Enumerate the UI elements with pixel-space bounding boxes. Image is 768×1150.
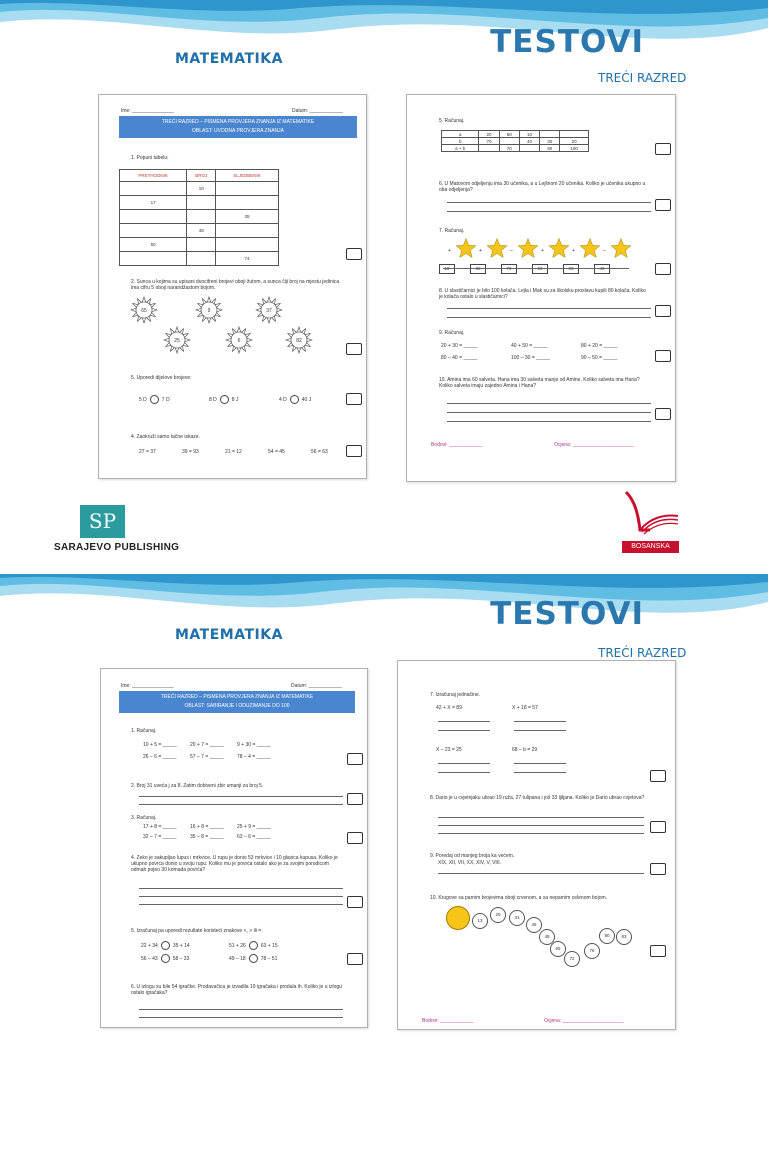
statement-item: 27 = 37 [139, 449, 156, 455]
sun-number: 65 [141, 308, 147, 314]
points-label: Bodovi: ____________ [431, 442, 483, 448]
equation-item: 32 – 7 = _____ [143, 834, 177, 840]
equation-item: 40 + 50 = _____ [511, 343, 548, 349]
score-box[interactable] [655, 143, 671, 155]
header-line-2: OBLAST: UVODNA PROVJERA ZNANJA [192, 128, 284, 134]
table-cell [560, 131, 589, 138]
score-box[interactable] [655, 263, 671, 275]
number-circle: 48 [539, 929, 555, 945]
compare-left: 8 D [209, 396, 217, 403]
number-box: 30 [470, 264, 486, 274]
score-box[interactable] [347, 832, 363, 844]
q8-text: 8. U slastičarnici je bilo 100 kolača. Lejla i Mak su za školsku proslavu kupili 80 kolača. Koliko je kolača ostalo u slastičarnici? [439, 288, 646, 300]
test1-page-2 [406, 94, 676, 482]
number-box: 50 [532, 264, 548, 274]
compare-circle [249, 954, 258, 963]
sun-number: 6 [237, 338, 241, 344]
slide-2 [0, 574, 768, 1150]
table-cell: 10 [519, 131, 539, 138]
table-cell [187, 210, 216, 224]
sun-number: 37 [266, 308, 272, 314]
score-box[interactable] [650, 945, 666, 957]
date-label: Datum: ____________ [292, 108, 343, 114]
table-header-row [120, 170, 279, 182]
test-header [119, 691, 355, 713]
table-cell [499, 138, 519, 145]
equation-item: 10 + 5 = _____ [143, 742, 177, 748]
test2-page-2 [397, 660, 676, 1030]
answer-line [447, 308, 651, 309]
answer-line [447, 202, 651, 203]
subject-title: MATEMATIKA [175, 51, 283, 67]
table-cell: b [442, 138, 479, 145]
compare-pair [141, 941, 190, 950]
answer-line [139, 904, 343, 905]
sp-logo: SP [80, 505, 125, 538]
sun-icon[interactable] [195, 296, 223, 324]
q8-text: 8. Dario je u cvjetnjaku ubrao 19 ruža, 27 tulipana i još 33 ljiljana. Koliko je Dario ubrao cvjetova? [430, 795, 645, 801]
number-circle: 72 [564, 951, 580, 967]
testovi-title: TESTOVI [490, 596, 644, 632]
score-box[interactable] [346, 343, 362, 355]
equation-item: 9 + 30 = _____ [237, 742, 271, 748]
equation-item: 68 – b = 29 [512, 747, 538, 753]
sun-icon[interactable] [285, 326, 313, 354]
number-box: 70 [501, 264, 517, 274]
compare-right: 78 – 51 [260, 955, 278, 962]
equation-item: 80 + 20 = _____ [581, 343, 618, 349]
q3-text: 3. Računaj. [131, 815, 157, 821]
table-cell [187, 238, 216, 252]
equation-item: X + 18 = 57 [512, 705, 538, 711]
q6-text: 6. U Matovom odjeljenju ima 30 učenika, a u Lejlinom 20 učenika. Koliko je učenika ukupno u oba odjeljenja? [439, 181, 646, 193]
table-cell: 40 [519, 138, 539, 145]
table-row [120, 196, 279, 210]
table-row [120, 238, 279, 252]
score-box[interactable] [346, 445, 362, 457]
score-box[interactable] [655, 408, 671, 420]
table-cell: 74 [216, 252, 279, 266]
test2-page-1 [100, 668, 368, 1028]
equation-item: 35 – 8 = _____ [190, 834, 224, 840]
compare-circle [150, 395, 159, 404]
operator-label: + [479, 248, 482, 254]
number-circle: 83 [616, 929, 632, 945]
answer-line [139, 1017, 343, 1018]
q7-text: 7. Izračunaj jednačine. [430, 692, 481, 698]
score-box[interactable] [655, 350, 671, 362]
number-circle: 45 [526, 917, 542, 933]
q10-text: 10. Amina ima 60 salveta. Hana ima 30 salveta manje od Amine. Koliko salveta ima Hana? Koliko salveta imaju zajedno Amina i Hana? [439, 377, 640, 389]
compare-right: 63 + 15 [260, 942, 278, 949]
operator-label: – [603, 248, 606, 254]
table-cell [216, 182, 279, 196]
compare-pair [229, 954, 277, 963]
answer-line [438, 730, 490, 731]
table-cell [479, 145, 499, 152]
table-cell [120, 224, 187, 238]
table-cell: 70 [499, 145, 519, 152]
score-box[interactable] [650, 863, 666, 875]
compare-right: 58 – 33 [172, 955, 190, 962]
sun-icon[interactable] [163, 326, 191, 354]
equation-item: 80 – 40 = _____ [441, 355, 478, 361]
name-label: Ime: _______________ [121, 683, 174, 689]
star-icon [548, 238, 570, 260]
sun-number: 9 [207, 308, 211, 314]
test-header [119, 116, 357, 138]
table-cell: 35 [216, 210, 279, 224]
compare-right: 8 J [231, 396, 239, 403]
compare-right: 40 J [301, 396, 312, 403]
table-cell: a + b [442, 145, 479, 152]
compare-pair [229, 941, 278, 950]
grade-title: TREĆI RAZRED [598, 646, 687, 660]
answer-line [438, 772, 490, 773]
table-cell: 17 [120, 196, 187, 210]
sun-icon[interactable] [130, 296, 158, 324]
compare-left: 56 – 43 [141, 955, 158, 962]
operator-label: – [510, 248, 513, 254]
equation-item: 100 – 30 = _____ [511, 355, 551, 361]
table-row [120, 210, 279, 224]
table-cell [120, 182, 187, 196]
statement-item: 39 = 93 [182, 449, 199, 455]
star-icon [579, 238, 601, 260]
answer-line [438, 873, 644, 874]
table-cell: a [442, 131, 479, 138]
table-row [442, 131, 589, 138]
star-icon [486, 238, 508, 260]
partner-name: BOSANSKA KNJIGA [622, 541, 679, 553]
compare-left: 51 + 26 [229, 942, 246, 949]
grade-label: Ocjena: ______________________ [544, 1018, 624, 1024]
number-circle: 13 [472, 913, 488, 929]
date-label: Datum: ____________ [291, 683, 342, 689]
table-header-cell: BROJ [187, 170, 216, 182]
equation-item: 16 + 8 = _____ [190, 824, 224, 830]
answer-line [139, 888, 343, 889]
score-box[interactable] [655, 199, 671, 211]
equation-item: 25 + 9 = _____ [237, 824, 271, 830]
compare-pair [141, 954, 189, 963]
table-row [120, 252, 279, 266]
equation-item: 17 + 8 = _____ [143, 824, 177, 830]
compare-circle [290, 395, 299, 404]
compare-right: 35 + 14 [172, 942, 190, 949]
q9-text: 9. Računaj. [439, 330, 465, 336]
compare-circle [161, 954, 170, 963]
compare-left: 5 D [139, 396, 147, 403]
operator-label: + [448, 248, 451, 254]
equation-item: 78 – 4 = _____ [237, 754, 271, 760]
number-circle: 65 [550, 941, 566, 957]
header-line-2: OBLAST: SABIRANJE I ODUZIMANJE DO 100 [184, 703, 290, 709]
testovi-title: TESTOVI [490, 24, 644, 60]
compare-pair [209, 395, 238, 404]
q9-text: 9. Poredaj od manjeg broja ka većem. [430, 853, 515, 859]
score-box[interactable] [347, 753, 363, 765]
score-box[interactable] [655, 305, 671, 317]
table-cell: 50 [120, 238, 187, 252]
answer-line [447, 412, 651, 413]
sun-number: 82 [296, 338, 302, 344]
table-cell [120, 210, 187, 224]
sun-number: 25 [174, 338, 180, 344]
q10-text: 10. Krugove sa parnim brojevima oboji crvenom, a sa neparnim celenom bojom. [430, 895, 608, 901]
score-box[interactable] [650, 770, 666, 782]
table-cell: 80 [540, 145, 560, 152]
score-box[interactable] [346, 393, 362, 405]
compare-left: 22 + 34 [141, 942, 158, 949]
q2-text: 2. Broj 31 uveća j za 8. Zatim dobiveni zbir umanji za broj 5. [131, 783, 264, 789]
table-cell [540, 131, 560, 138]
table-cell [187, 196, 216, 210]
compare-circle [220, 395, 229, 404]
bosanska-knjiga-logo-icon [620, 490, 682, 540]
q7-text: 7. Računaj. [439, 228, 465, 234]
name-label: Ime: _______________ [121, 108, 174, 114]
answer-line [438, 817, 644, 818]
publisher-name: SARAJEVO PUBLISHING [54, 542, 180, 553]
equation-item: 20 + 7 = _____ [190, 742, 224, 748]
table-cell [187, 252, 216, 266]
grade-label: Ocjena: ______________________ [554, 442, 634, 448]
star-icon [455, 238, 477, 260]
table-cell: 50 [499, 131, 519, 138]
q6-text: 6. U izlogu su bile 54 igračke. Prodavačica je izvadila 19 igračaka i prodala ih. Koliko je u izlogu ostalo igračaka? [131, 984, 342, 996]
compare-left: 49 – 18 [229, 955, 246, 962]
q1-table [119, 169, 279, 266]
equation-item: 42 + X = 89 [436, 705, 462, 711]
table-header-cell: SLJEDBENIK [216, 170, 279, 182]
q1-text: 1. Popuni tabelu: [131, 155, 169, 161]
q1-text: 1. Računaj. [131, 728, 157, 734]
number-box: 10 [439, 264, 455, 274]
q4-text: 4. Zaokruži samo tačne iskaze. [131, 434, 200, 440]
number-circle: 31 [509, 910, 525, 926]
score-box[interactable] [347, 896, 363, 908]
number-circle: 76 [584, 943, 600, 959]
answer-line [447, 403, 651, 404]
smiley-face-icon [446, 906, 470, 930]
q5-text: 5. Računaj. [439, 118, 465, 124]
answer-line [438, 721, 490, 722]
score-box[interactable] [346, 248, 362, 260]
answer-line [514, 730, 566, 731]
statement-item: 54 = 45 [268, 449, 285, 455]
grade-title: TREĆI RAZRED [598, 71, 687, 85]
equation-item: 26 – 6 = _____ [143, 754, 177, 760]
answer-line [447, 421, 651, 422]
compare-circle [161, 941, 170, 950]
compare-pair [139, 395, 170, 404]
table-row [120, 224, 279, 238]
sun-icon[interactable] [255, 296, 283, 324]
operator-label: + [572, 248, 575, 254]
q5-table [441, 130, 589, 152]
answer-line [438, 833, 644, 834]
number-box: 90 [563, 264, 579, 274]
operator-label: + [541, 248, 544, 254]
score-box[interactable] [347, 793, 363, 805]
answer-line [514, 721, 566, 722]
answer-line [514, 763, 566, 764]
table-cell: 48 [187, 224, 216, 238]
equation-item: 57 – 7 = _____ [190, 754, 224, 760]
points-label: Bodovi: ____________ [422, 1018, 474, 1024]
table-cell [216, 196, 279, 210]
table-cell [216, 238, 279, 252]
compare-left: 4 D [279, 396, 287, 403]
equation-item: 90 – 50 = _____ [581, 355, 618, 361]
table-row [120, 182, 279, 196]
table-cell: 20 [560, 138, 589, 145]
table-cell [120, 252, 187, 266]
statement-item: 56 = 63 [311, 449, 328, 455]
answer-line [139, 1009, 343, 1010]
equation-item: 20 + 30 = _____ [441, 343, 478, 349]
equation-item: 63 – 6 = _____ [237, 834, 271, 840]
table-cell: 70 [479, 138, 499, 145]
answer-line [438, 763, 490, 764]
number-box: 40 [594, 264, 610, 274]
answer-line [447, 211, 651, 212]
table-header-cell: PRETHODNIK [120, 170, 187, 182]
answer-line [447, 317, 651, 318]
answer-line [438, 825, 644, 826]
q3-text: 5. Uporedi dijelove brojeve: [131, 375, 192, 381]
compare-right: 7 D [161, 396, 170, 403]
q5-text: 5. Izračunaj pa uporedi rezultate koristeći znakove <, > ili =. [131, 928, 263, 934]
score-box[interactable] [347, 953, 363, 965]
subject-title: MATEMATIKA [175, 627, 283, 643]
statement-item: 21 = 12 [225, 449, 242, 455]
header-line-1: TREĆI RAZRED – PISMENA PROVJERA ZNANJA IZ MATEMATIKE [161, 119, 315, 125]
star-icon [610, 238, 632, 260]
answer-line [514, 772, 566, 773]
table-cell [519, 145, 539, 152]
equation-item: X – 23 = 25 [436, 747, 462, 753]
table-row [442, 138, 589, 145]
table-cell [216, 224, 279, 238]
table-cell: 20 [479, 131, 499, 138]
number-circle: 80 [599, 928, 615, 944]
number-circle: 20 [490, 907, 506, 923]
answer-line [139, 804, 343, 805]
answer-line [139, 796, 343, 797]
q2-text: 2. Sunca u kojima su upisani dvocifreni brojevi oboji žutom, a sunca čiji broj na mjestu jedinica ima cifru 5 oboji narandžastom bojom. [131, 279, 340, 291]
header-line-1: TREĆI RAZRED – PISMENA PROVJERA ZNANJA IZ MATEMATIKE [160, 694, 314, 700]
q9-numbers: XIX, XII, VII, XX, XIV, V, VIII. [438, 860, 501, 866]
score-box[interactable] [650, 821, 666, 833]
compare-pair [279, 395, 311, 404]
test1-page-1 [98, 94, 367, 479]
sun-icon[interactable] [225, 326, 253, 354]
table-cell: 10 [187, 182, 216, 196]
table-cell: 100 [560, 145, 589, 152]
compare-circle [249, 941, 258, 950]
star-icon [517, 238, 539, 260]
table-row [442, 145, 589, 152]
chain-line [443, 268, 629, 269]
table-cell: 30 [540, 138, 560, 145]
answer-line [139, 896, 343, 897]
q4-text: 4. Zeko je sakupljao lupus i mrkvice. U rupu je donio 53 mrkvice i 10 glavica kupusa. Koliko je ukupno povrća donio u svoju rupu. Koliko mu je povrća ostalo ako je za svojim porodicom odmah pojeo 30 komada povrća? [131, 855, 338, 873]
